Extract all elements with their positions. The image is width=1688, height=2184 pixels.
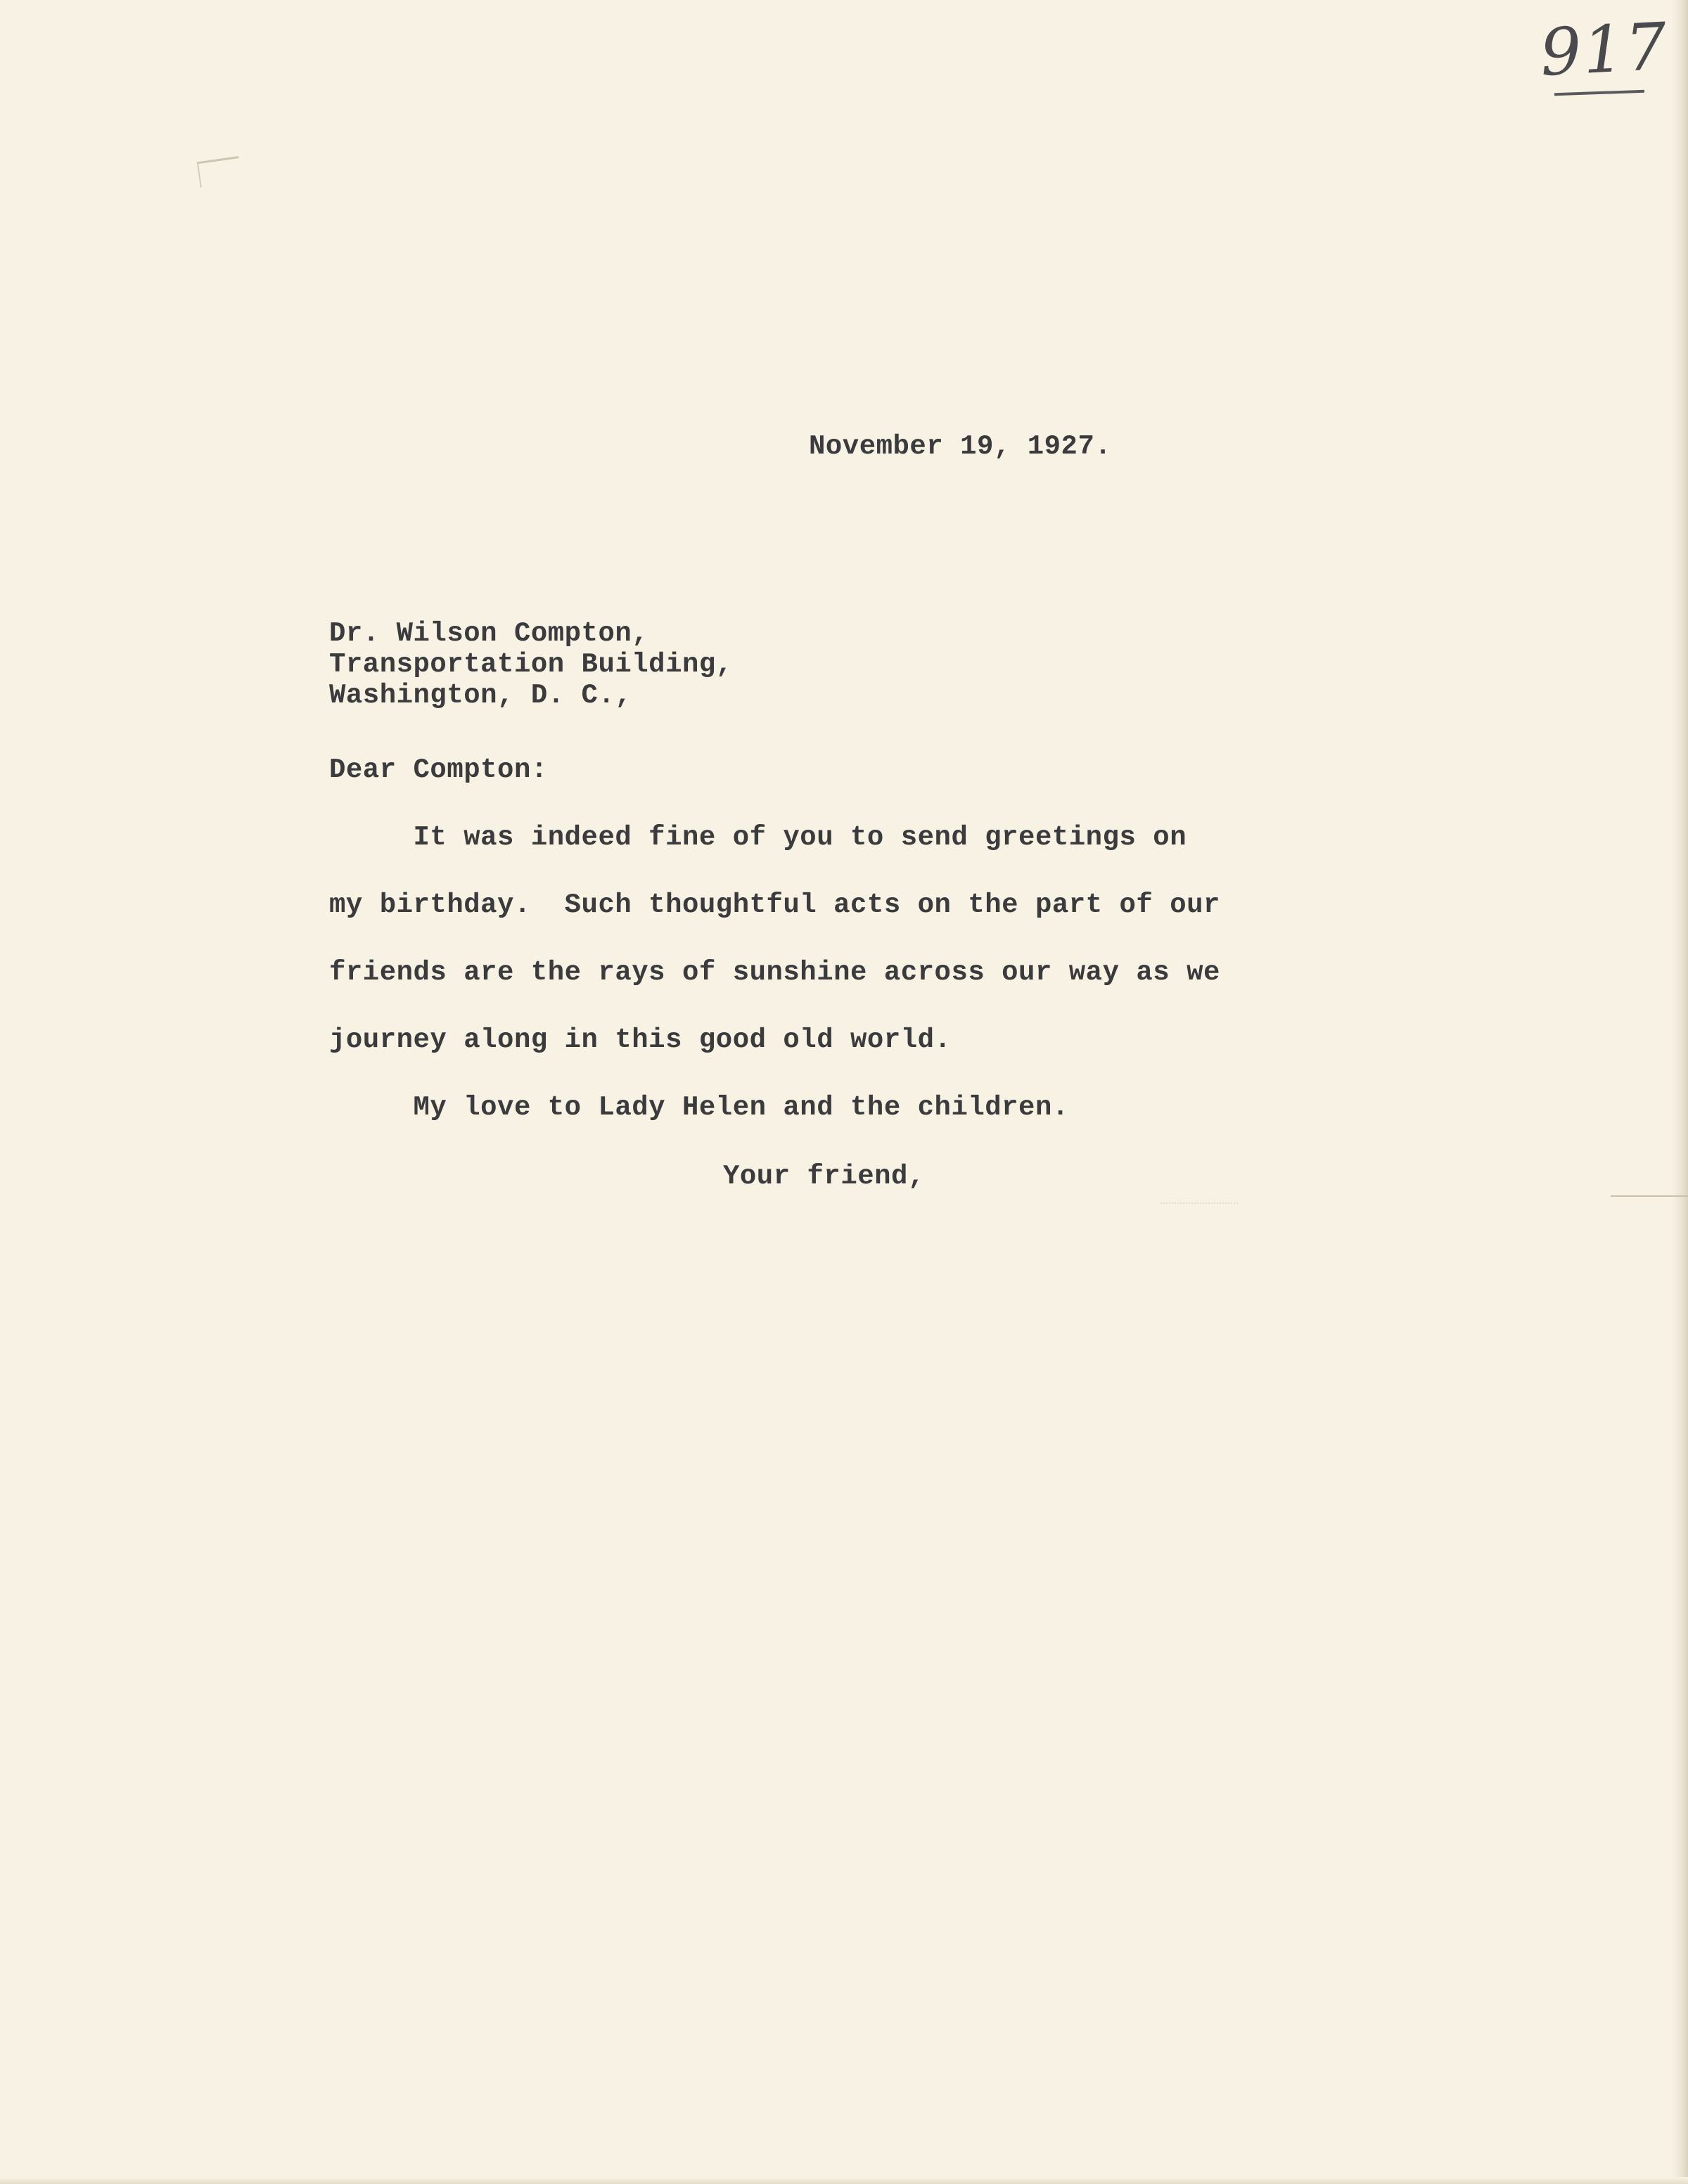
body-line: My love to Lady Helen and the children. [329,1092,1069,1123]
paper-tear-mark [197,156,243,188]
paper-bottom-edge [0,2177,1688,2184]
paper-edge [1673,0,1688,2184]
letter-date: November 19, 1927. [809,431,1112,462]
body-line: my birthday. Such thoughtful acts on the part of our [329,889,1220,920]
recipient-address-line: Transportation Building, [329,649,733,680]
body-line: journey along in this good old world. [329,1024,952,1055]
salutation: Dear Compton: [329,754,548,785]
closing: Your friend, [723,1161,925,1192]
handwritten-page-number: 917 [1538,8,1670,91]
body-line: friends are the rays of sunshine across our way as we [329,957,1220,988]
body-line: It was indeed fine of you to send greetings on [329,822,1187,853]
paper-crease [1611,1195,1688,1197]
faint-pencil-mark [1160,1188,1238,1204]
recipient-name: Dr. Wilson Compton, [329,618,649,649]
recipient-city-line: Washington, D. C., [329,680,632,711]
